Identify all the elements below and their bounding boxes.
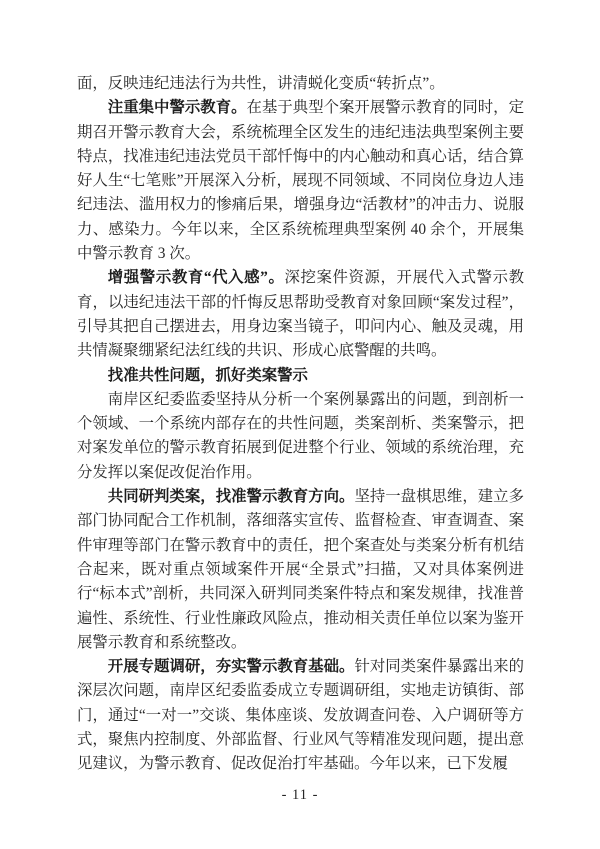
- paragraph-text: 深挖案件资源，开展代入式警示教育，以违纪违法干部的忏悔反思帮助受教育对象回顾“案发过程”，引导其把自己摆进去，用身边案当镜子，叩问内心、触及灵魂，用共情凝聚绷紧纪法红线的共识、形成心底警醒的共鸣。: [77, 269, 524, 360]
- section-heading-text: 找准共性问题，抓好类案警示: [107, 366, 308, 384]
- paragraph-lead: 注重集中警示教育。: [107, 99, 247, 117]
- paragraph-special-research: [77, 655, 524, 776]
- paragraph-text: 针对同类案件暴露出来的深层次问题，南岸区纪委监委成立专题调研组，实地走访镇街、部门，通过“一对一”交谈、集体座谈、发放调查问卷、入户调研等方式，聚焦内控制度、外部监督、行业风气等精准发现问题，提出意见建议，为警示教育、促改促治打牢基础。今年以来，已下发履: [77, 658, 524, 773]
- paragraph-immersion: [77, 266, 524, 363]
- paragraph-text: 在基于典型个案开展警示教育的同时，定期召开警示教育大会，系统梳理全区发生的违纪违法典型案例主要特点，找准违纪违法党员干部忏悔中的内心触动和真心话，结合算好人生“七笔账”开展深入分析，展现不同领域、不同岗位身边人违纪违法、滥用权力的惨痛后果，增强身边“活教材”的冲击力、说服力、感染力。今年以来，全区系统梳理典型案例 40 余个，开展集中警示教育 3 次。: [77, 99, 524, 263]
- paragraph-lead: 开展专题调研，夯实警示教育基础。: [107, 658, 355, 676]
- page-number: - 11 -: [281, 787, 319, 803]
- text-body: [77, 72, 524, 777]
- paragraph-joint-analysis: [77, 485, 524, 655]
- paragraph-continuation: [77, 72, 524, 96]
- paragraph-lead: 增强警示教育“代入感”。: [107, 269, 285, 287]
- paragraph-text: 面，反映违纪违法行为共性，讲清蜕化变质“转折点”。: [77, 75, 445, 92]
- section-heading: [77, 364, 524, 388]
- paragraph-text: 南岸区纪委监委坚持从分析一个案例暴露出的问题，到剖析一个领域、一个系统内部存在的共性问题，类案剖析、类案警示，把对案发单位的警示教育拓展到促进整个行业、领域的系统治理，充分发挥以案促改促治作用。: [77, 390, 524, 481]
- paragraph-concentrated-education: [77, 96, 524, 266]
- paragraph-text: 坚持一盘棋思维，建立多部门协同配合工作机制，落细落实宣传、监督检查、审查调查、案件审理等部门在警示教育中的责任，把个案查处与类案分析有机结合起来，既对重点领域案件开展“全景式”扫描，又对具体案例进行“标本式”剖析，共同深入研判同类案件特点和案发规律，找准普遍性、系统性、行业性廉政风险点，推动相关责任单位以案为鉴开展警示教育和系统整改。: [77, 488, 524, 651]
- paragraph-lead: 共同研判类案，找准警示教育方向。: [107, 488, 355, 506]
- paragraph-common-issues: [77, 388, 524, 485]
